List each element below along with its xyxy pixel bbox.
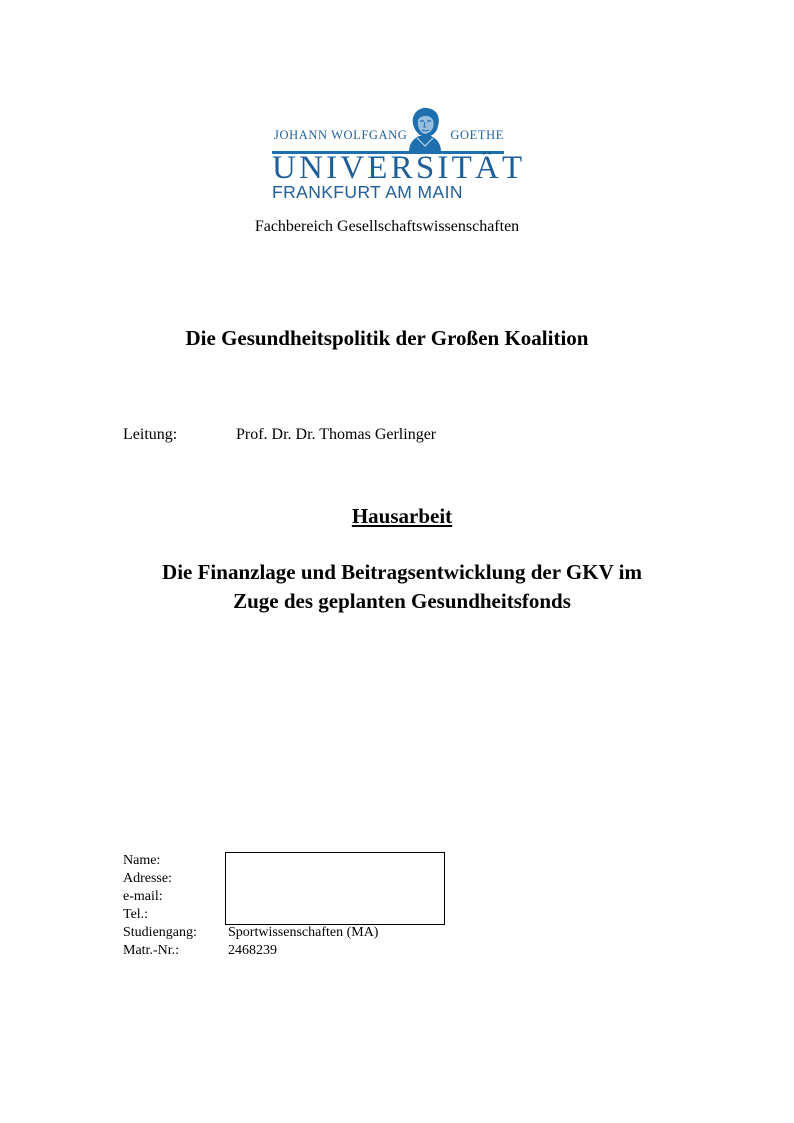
lecturer-label: Leitung: bbox=[123, 426, 178, 443]
goethe-portrait-icon bbox=[403, 106, 447, 152]
label-email: e-mail: bbox=[123, 889, 163, 904]
logo-text-johann-wolfgang: JOHANN WOLFGANG bbox=[274, 128, 408, 142]
university-logo bbox=[270, 104, 526, 202]
paper-title-line-2: Zuge des geplanten Gesundheitsfonds bbox=[233, 589, 571, 613]
logo-text-city: FRANKFURT AM MAIN bbox=[272, 182, 463, 202]
label-program: Studiengang: bbox=[123, 925, 197, 940]
label-matriculation: Matr.-Nr.: bbox=[123, 943, 179, 958]
seminar-title: Die Gesundheitspolitik der Großen Koalition bbox=[185, 326, 589, 350]
lecturer-name: Prof. Dr. Dr. Thomas Gerlinger bbox=[236, 426, 437, 443]
label-name: Name: bbox=[123, 853, 161, 868]
faculty-name: Fachbereich Gesellschaftswissenschaften bbox=[254, 218, 520, 235]
value-matriculation: 2468239 bbox=[228, 943, 277, 958]
label-phone: Tel.: bbox=[123, 907, 149, 922]
value-program: Sportwissenschaften (MA) bbox=[228, 925, 379, 940]
student-info-values bbox=[228, 924, 378, 960]
label-address: Adresse: bbox=[123, 871, 172, 886]
student-info-labels bbox=[123, 852, 197, 960]
paper-title bbox=[0, 558, 794, 616]
paper-title-line-1: Die Finanzlage und Beitragsentwicklung der GKV im bbox=[162, 560, 642, 584]
logo-text-goethe: GOETHE bbox=[450, 128, 504, 142]
paper-type-heading: Hausarbeit bbox=[351, 504, 453, 528]
redacted-contact-box bbox=[225, 852, 445, 925]
logo-text-universitaet: UNIVERSITÄT bbox=[272, 150, 526, 186]
